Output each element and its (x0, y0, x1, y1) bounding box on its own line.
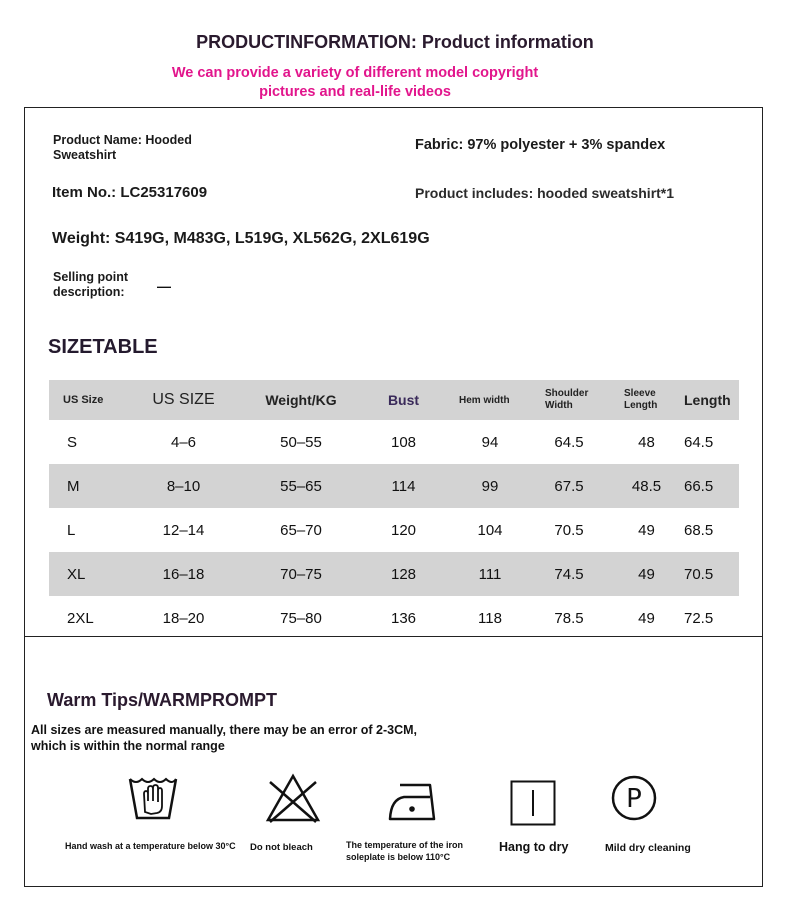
cell-bust: 128 (390, 565, 417, 583)
cell-bust: 114 (391, 477, 416, 495)
size-table-title: SIZETABLE (48, 336, 158, 358)
dry-clean-label: Mild dry cleaning (605, 842, 691, 854)
header-weight: Weight/KG (265, 392, 337, 408)
table-row (49, 596, 739, 640)
cell-bust: 108 (390, 433, 417, 451)
warm-tips-title: Warm Tips/WARMPROMPT (47, 690, 278, 710)
cell-shoulder-width: 67.5 (554, 477, 584, 495)
cell-us-size: 4–6 (170, 433, 197, 451)
size-table (49, 380, 739, 640)
cell-shoulder-width: 78.5 (554, 609, 584, 627)
table-row (49, 508, 739, 552)
header-hem-width: Hem width (459, 394, 510, 406)
cell-length: 70.5 (684, 565, 714, 583)
copyright-note-line1: We can provide a variety of different model copyright (171, 65, 539, 81)
copyright-note (140, 64, 570, 102)
cell-size: 2XL (67, 609, 94, 627)
cell-us-size: 18–20 (162, 609, 205, 627)
do-not-bleach-icon (264, 772, 322, 824)
item-number: Item No.: LC25317609 (52, 184, 208, 201)
cell-weight: 50–55 (280, 433, 322, 451)
selling-point-label: Selling point description: (53, 270, 128, 299)
cell-length: 68.5 (684, 521, 714, 539)
table-row (49, 552, 739, 596)
cell-sleeve-length: 49 (638, 521, 655, 539)
page-title: PRODUCTINFORMATION: Product information (196, 32, 594, 52)
header-shoulder-width: Shoulder Width (545, 388, 589, 411)
cell-hem-width: 118 (478, 609, 502, 627)
product-name: Product Name: Hooded Sweatshirt (53, 133, 192, 162)
cell-weight: 70–75 (280, 565, 322, 583)
cell-hem-width: 111 (478, 565, 502, 583)
header-us-size-upper: US SIZE (152, 391, 215, 408)
cell-weight: 55–65 (280, 477, 322, 495)
header-sleeve-length: Sleeve Length (624, 388, 658, 411)
cell-bust: 136 (390, 609, 417, 627)
cell-sleeve-length: 49 (638, 609, 655, 627)
size-table-header (49, 380, 739, 420)
hang-dry-icon (510, 780, 556, 826)
cell-shoulder-width: 70.5 (554, 521, 584, 539)
copyright-note-line2: pictures and real-life videos (259, 84, 451, 100)
selling-point-value: — (157, 278, 171, 294)
cell-length: 66.5 (684, 477, 714, 495)
fabric: Fabric: 97% polyester + 3% spandex (415, 137, 666, 153)
cell-hem-width: 94 (481, 433, 499, 451)
hand-wash-icon (127, 774, 179, 822)
table-row (49, 420, 739, 464)
warm-tips-note (31, 722, 461, 754)
cell-size: XL (67, 565, 86, 583)
cell-size: S (67, 433, 78, 451)
cell-size: M (67, 477, 80, 495)
warm-tips-note-line1: All sizes are measured manually, there may be an error of 2-3CM, (31, 723, 418, 737)
cell-sleeve-length: 48.5 (631, 477, 662, 495)
product-includes: Product includes: hooded sweatshirt*1 (415, 185, 675, 201)
cell-length: 72.5 (684, 609, 714, 627)
header-us-size: US Size (63, 394, 104, 406)
weight: Weight: S419G, M483G, L519G, XL562G, 2XL619G (52, 230, 430, 247)
cell-weight: 65–70 (280, 521, 322, 539)
cell-sleeve-length: 49 (638, 565, 655, 583)
cell-us-size: 8–10 (166, 477, 201, 495)
hang-dry-label: Hang to dry (499, 840, 569, 854)
cell-us-size: 12–14 (162, 521, 205, 539)
cell-bust: 120 (390, 521, 417, 539)
dry-clean-icon (610, 774, 658, 822)
hand-wash-label: Hand wash at a temperature below 30°C (65, 841, 236, 851)
cell-us-size: 16–18 (162, 565, 205, 583)
cell-hem-width: 104 (477, 521, 503, 539)
cell-length: 64.5 (684, 433, 714, 451)
cell-weight: 75–80 (280, 609, 322, 627)
cell-hem-width: 99 (481, 477, 499, 495)
table-row (49, 464, 739, 508)
header-length: Length (684, 392, 731, 408)
cell-shoulder-width: 74.5 (554, 565, 584, 583)
warm-tips-note-line2: which is within the normal range (31, 739, 225, 753)
svg-text:P: P (626, 784, 642, 814)
cell-sleeve-length: 48 (638, 433, 655, 451)
iron-icon (386, 779, 442, 825)
cell-size: L (67, 521, 76, 539)
cell-shoulder-width: 64.5 (554, 433, 584, 451)
do-not-bleach-label: Do not bleach (250, 842, 313, 853)
header-bust: Bust (387, 392, 420, 408)
iron-label: The temperature of the iron soleplate is below 110°C (346, 840, 464, 862)
